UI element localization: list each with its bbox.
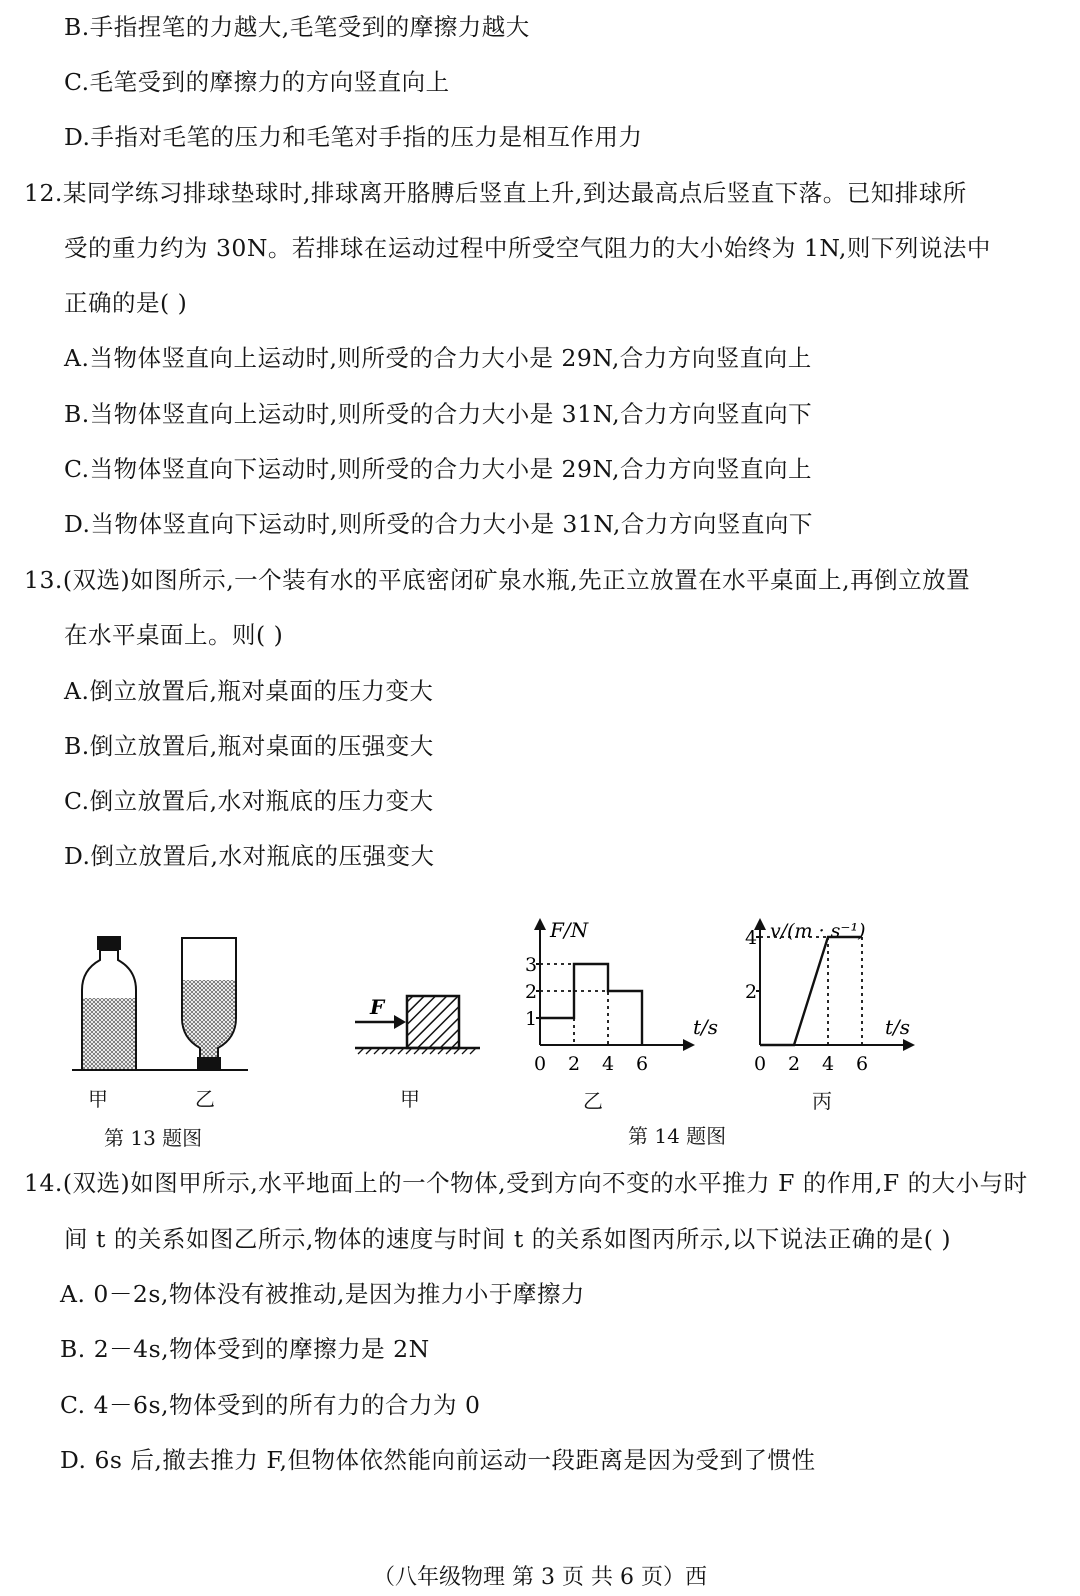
x-tick-label: 0	[534, 1053, 547, 1075]
q13-option-a: A.倒立放置后,瓶对桌面的压力变大	[64, 677, 434, 705]
q11-option-b: B.手指捏笔的力越大,毛笔受到的摩擦力越大	[64, 13, 530, 41]
x-tick-label: 2	[568, 1053, 581, 1075]
fig14-label-bing: 丙	[812, 1089, 832, 1113]
upright-bottle	[82, 936, 136, 1070]
q12-option-b: B.当物体竖直向上运动时,则所受的合力大小是 31N,合力方向竖直向下	[64, 400, 813, 428]
x-axis-label: t/s	[693, 1015, 719, 1039]
y-tick-label: 2	[525, 981, 538, 1003]
fig14-label-yi: 乙	[583, 1089, 603, 1113]
x-tick-label: 0	[754, 1053, 767, 1075]
q11-option-d: D.手指对毛笔的压力和毛笔对手指的压力是相互作用力	[64, 123, 643, 151]
x-axis-label: t/s	[885, 1015, 911, 1039]
q12-option-c: C.当物体竖直向下运动时,则所受的合力大小是 29N,合力方向竖直向上	[64, 455, 812, 483]
x-tick-label: 2	[788, 1053, 801, 1075]
fig14-jia-diagram	[350, 990, 490, 1060]
fig13-label-jia: 甲	[88, 1087, 108, 1111]
q14-option-c: C. 4－6s,物体受到的所有力的合力为 0	[60, 1391, 481, 1419]
inverted-bottle	[182, 938, 236, 1070]
y-tick-label: 1	[525, 1008, 538, 1030]
fig14-label-jia: 甲	[400, 1087, 420, 1111]
x-tick-label: 4	[822, 1053, 835, 1075]
q11-option-c: C.毛笔受到的摩擦力的方向竖直向上	[64, 68, 450, 96]
y-axis-label: v/(m · s⁻¹)	[770, 920, 866, 942]
q12-stem-line1: 12.某同学练习排球垫球时,排球离开胳膊后竖直上升,到达最高点后竖直下落。已知排球所	[24, 179, 967, 207]
fig13-label-yi: 乙	[195, 1087, 215, 1111]
x-tick-label: 6	[856, 1053, 869, 1075]
fig14-bing-graph	[735, 910, 930, 1075]
q13-option-b: B.倒立放置后,瓶对桌面的压强变大	[64, 732, 434, 760]
fig13-caption: 第 13 题图	[104, 1126, 203, 1150]
x-tick-label: 4	[602, 1053, 615, 1075]
series-line	[540, 964, 642, 1045]
y-tick-label: 3	[525, 954, 538, 976]
q13-option-d: D.倒立放置后,水对瓶底的压强变大	[64, 842, 435, 870]
q14-option-d: D. 6s 后,撤去推力 F,但物体依然能向前运动一段距离是因为受到了惯性	[60, 1446, 816, 1474]
y-tick-label: 4	[745, 927, 758, 949]
series-line	[760, 937, 862, 1045]
force-label: F	[370, 995, 385, 1019]
fig13-bottles	[70, 930, 260, 1080]
q13-stem-line1: 13.(双选)如图所示,一个装有水的平底密闭矿泉水瓶,先正立放置在水平桌面上,再倒立放置	[24, 566, 971, 594]
q12-option-d: D.当物体竖直向下运动时,则所受的合力大小是 31N,合力方向竖直向下	[64, 510, 813, 538]
q14-option-a: A. 0－2s,物体没有被推动,是因为推力小于摩擦力	[60, 1280, 585, 1308]
q12-stem-line3: 正确的是( )	[64, 289, 188, 317]
fig14-caption: 第 14 题图	[628, 1124, 727, 1148]
page-footer: （八年级物理 第 3 页 共 6 页）西	[373, 1565, 707, 1590]
q12-option-a: A.当物体竖直向上运动时,则所受的合力大小是 29N,合力方向竖直向上	[64, 344, 812, 372]
fig14-yi-graph	[515, 910, 725, 1075]
x-tick-label: 6	[636, 1053, 649, 1075]
q13-stem-line2: 在水平桌面上。则( )	[64, 621, 284, 649]
y-axis-label: F/N	[550, 918, 589, 942]
q14-stem-line2: 间 t 的关系如图乙所示,物体的速度与时间 t 的关系如图丙所示,以下说法正确的是( )	[64, 1225, 952, 1253]
q12-stem-line2: 受的重力约为 30N。若排球在运动过程中所受空气阻力的大小始终为 1N,则下列说法中	[64, 234, 991, 262]
y-tick-label: 2	[745, 981, 758, 1003]
block	[407, 996, 459, 1048]
q13-option-c: C.倒立放置后,水对瓶底的压力变大	[64, 787, 434, 815]
q14-stem-line1: 14.(双选)如图甲所示,水平地面上的一个物体,受到方向不变的水平推力 F 的作用,F 的大小与时	[24, 1169, 1028, 1197]
q14-option-b: B. 2－4s,物体受到的摩擦力是 2N	[60, 1335, 430, 1363]
